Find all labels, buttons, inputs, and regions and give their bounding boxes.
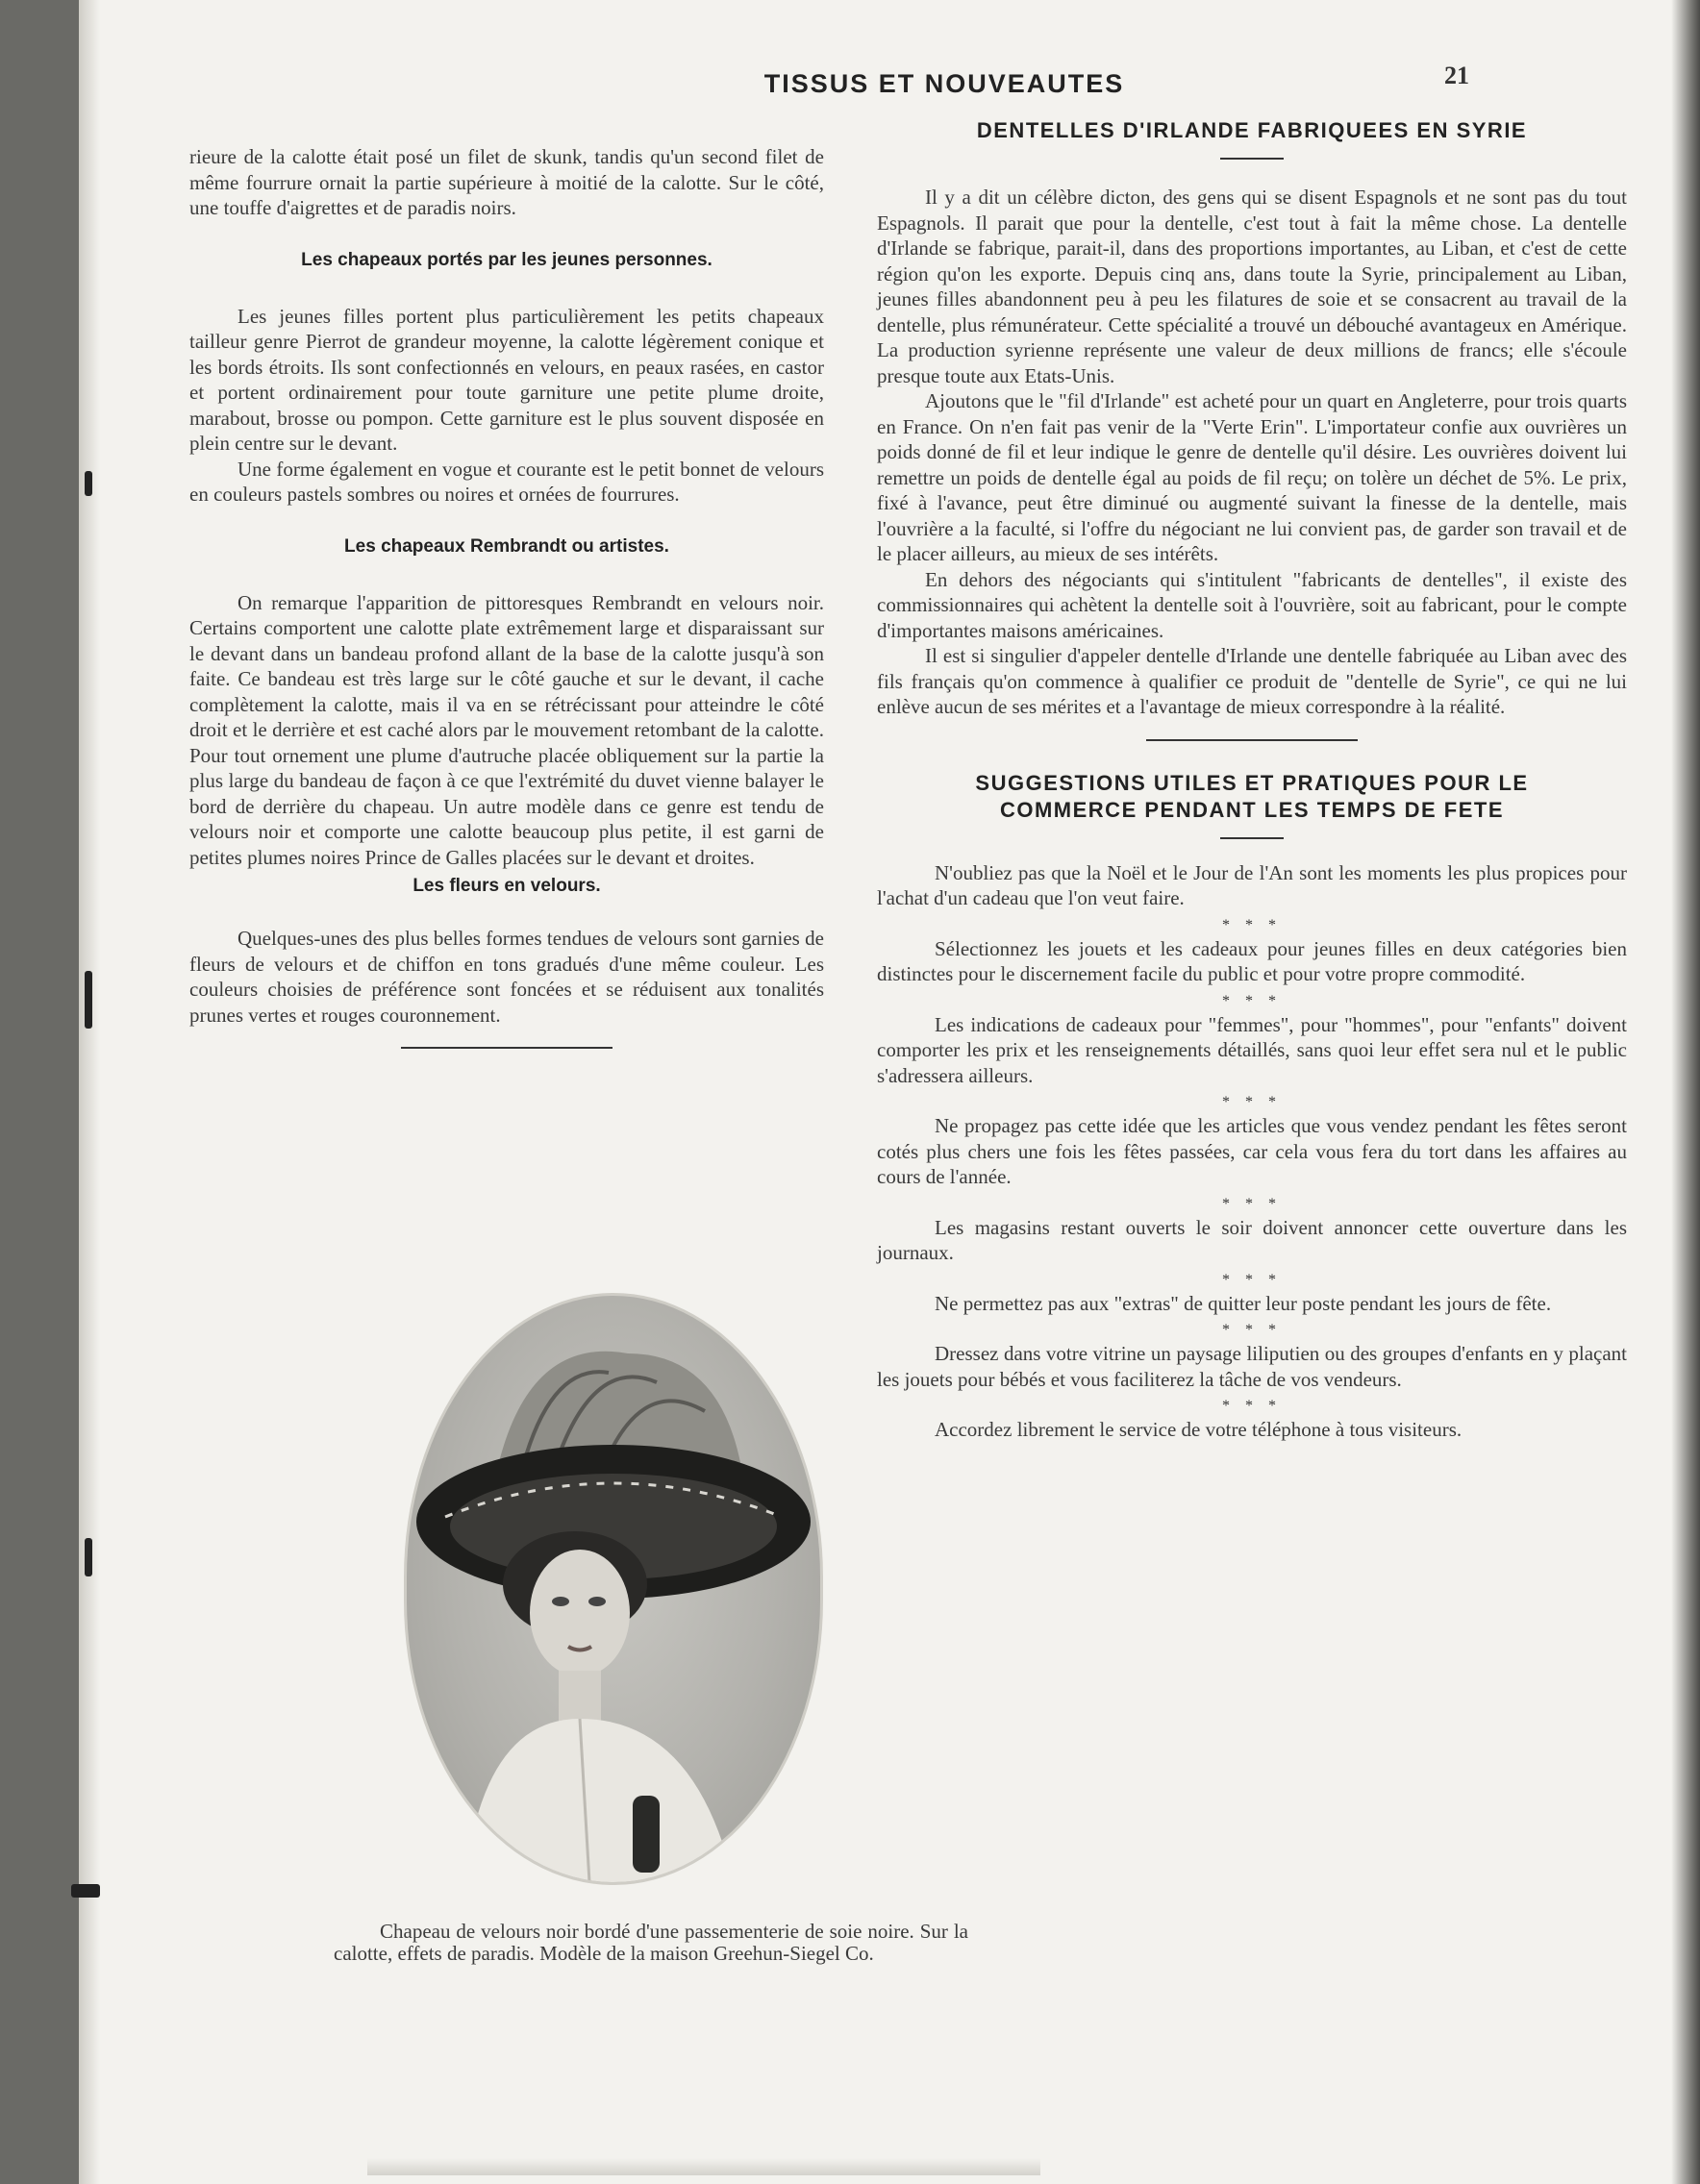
photo-caption: Chapeau de velours noir bordé d'une passementerie de soie noire. Sur la calotte, effets de paradis. Modèle de la maison Greehun-Siegel Co. xyxy=(334,1920,968,1965)
paragraph: Il y a dit un célèbre dicton, des gens qui se disent Espagnols et ne sont pas du tout Espagnols. Il parait que pour la dentelle, c'est tout à fait la même chose. La dentelle d'Irlande se fabrique, parait-il, dans des proportions importantes, au Liban, et c'est de cette région qu'on les exporte. Depuis cinq ans, dans toute la Syrie, principalement au Liban, jeunes filles abandonnent peu à peu les filatures de soie et se consacrent au travail de la dentelle, plus rémunérateur. Cette spécialité a trouvé un débouché avantageux en Amérique. La production syrienne représente une valeur de deux millions de francs; elle s'écoule presque toute aux Etats-Unis. xyxy=(877,186,1627,387)
hat-photograph xyxy=(404,1293,823,1885)
asterism: * * * xyxy=(1222,1398,1282,1414)
suggestions-list xyxy=(877,860,1627,1443)
suggestion: Les magasins restant ouverts le soir doivent annoncer cette ouverture dans les journaux. xyxy=(877,1215,1627,1264)
woman-in-hat-illustration xyxy=(407,1296,820,1882)
paragraph: En dehors des négociants qui s'intitulent "fabricants de dentelles", il existe des commissionnaires qui achètent la dentelle soit à l'ouvrière, soit au fabricant, pour le compte d'importantes maisons américaines. xyxy=(877,567,1627,642)
section-heading: Les chapeaux Rembrandt ou artistes. xyxy=(344,535,669,557)
suggestion: N'oubliez pas que la Noël et le Jour de l'An sont les moments les plus propices pour l'achat d'un cadeau que l'on veut faire. xyxy=(877,860,1627,909)
running-title: TISSUS ET NOUVEAUTES xyxy=(763,69,1125,98)
section-heading: Les fleurs en velours. xyxy=(412,876,601,896)
page-number: 21 xyxy=(1444,62,1469,89)
paragraph: Les jeunes filles portent plus particulièrement les petits chapeaux tailleur genre Pierrot de grandeur moyenne, la calotte légèrement conique et les bords étroits. Ils sont confectionnés en velours, en peaux rasées, en castor et portent ordinairement pour toute garniture une petite plume droite, marabout, brosse ou pompon. Cette garniture est le plus souvent disposée en plein centre sur le devant. xyxy=(189,304,824,455)
left-column xyxy=(189,144,824,1078)
article-title: DENTELLES D'IRLANDE FABRIQUEES EN SYRIE xyxy=(976,118,1528,142)
asterism: * * * xyxy=(1222,1322,1282,1338)
paragraph: Il est si singulier d'appeler dentelle d'Irlande une dentelle fabriquée au Liban avec des fils français qu'on commence à qualifier ce produit de "dentelle de Syrie", ce qui ne lui enlève aucun de ses mérites et a l'avantage de mieux correspondre à la réalité. xyxy=(877,644,1627,718)
paragraph: Ajoutons que le "fil d'Irlande" est acheté pour un quart en Angleterre, pour trois quarts en France. On n'en fait pas venir de la "Verte Erin". L'importateur confie aux ouvrières un poids donné de fil et leur indique le genre de dentelle qu'il désire. Les ouvrières doivent lui remettre un poids de dentelle égal au poids de fil reçu; on tolère un déchet de 5%. Le prix, fixé à l'avance, peut être diminué ou augmenté suivant la finesse de la dentelle, mais l'ouvrière a la faculté, si l'offre du négociant ne lui convient pas, de garder son travail et de le placer ailleurs, au mieux de ses intérêts. xyxy=(877,389,1627,565)
section-heading: Les chapeaux portés par les jeunes personnes. xyxy=(301,249,712,270)
article-title: COMMERCE PENDANT LES TEMPS DE FETE xyxy=(999,797,1505,822)
paragraph: Une forme également en vogue et courante est le petit bonnet de velours en couleurs pastels sombres ou noires et ornées de fourrures. xyxy=(189,457,824,506)
binding-mark xyxy=(85,971,92,1029)
magazine-page xyxy=(79,0,1700,2184)
asterism: * * * xyxy=(1222,992,1282,1009)
suggestion: Accordez librement le service de votre téléphone à tous visiteurs. xyxy=(935,1418,1462,1441)
divider-rule xyxy=(1220,837,1284,839)
binding-mark xyxy=(85,1538,92,1576)
paragraph: Quelques-unes des plus belles formes tendues de velours sont garnies de fleurs de velours et de chiffon en tons gradués d'une même couleur. Les couleurs choisies de préférence sont foncées et se réduisent aux tonalités prunes vertes et rouges couronnement. xyxy=(189,927,824,1027)
binding-mark xyxy=(71,1884,100,1898)
suggestion: Ne propagez pas cette idée que les articles que vous vendez pendant les fêtes seront cotés plus chers une fois les fêtes passées, car cela vous fera du tort dans les affaires au cours de l'année. xyxy=(877,1114,1627,1188)
asterism: * * * xyxy=(1222,1195,1282,1212)
article-title: SUGGESTIONS UTILES ET PRATIQUES POUR LE xyxy=(975,770,1529,795)
paragraph: rieure de la calotte était posé un filet de skunk, tandis qu'un second filet de même fourrure ornait la partie supérieure à moitié de la calotte. Sur le côté, une touffe d'aigrettes et de paradis noirs. xyxy=(189,145,824,219)
asterism: * * * xyxy=(1222,1094,1282,1110)
asterism: * * * xyxy=(1222,1271,1282,1288)
suggestion: Dressez dans votre vitrine un paysage liliputien ou des groupes d'enfants en y plaçant les jouets pour bébés et vous faciliterez la tâche de vos vendeurs. xyxy=(877,1342,1627,1391)
divider-rule xyxy=(401,1047,612,1049)
suggestion: Ne permettez pas aux "extras" de quitter leur poste pendant les jours de fête. xyxy=(935,1291,1552,1315)
right-column xyxy=(877,117,1627,1445)
binding-mark xyxy=(85,471,92,496)
paragraph: On remarque l'apparition de pittoresques Rembrandt en velours noir. Certains comportent une calotte plate extrêmement large et disparaissant sur le devant dans un bandeau profond allant de la base de la calotte jusqu'à son faite. Ce bandeau est très large sur le côté gauche et sur le devant, il cache complètement la calotte, mais il va en se rétrécissant pour atteindre le côté droit et le derrière et est caché alors par le mouvement retombant de la calotte. Pour tout ornement une plume d'autruche placée obliquement sur la partie la plus large du bandeau de façon à ce que l'extrémité du duvet vienne balayer le bord de derrière du chapeau. Un autre modèle dans ce genre est tendu de velours noir et comporte une calotte beaucoup plus petite, il est garni de petites plumes noires Prince de Galles placées sur le devant et droites. xyxy=(189,590,824,869)
suggestion: Les indications de cadeaux pour "femmes", pour "hommes", pour "enfants" doivent comporter les prix et les renseignements détaillés, sans quoi leur effet sera nul et le public s'adressera ailleurs. xyxy=(877,1012,1627,1087)
divider-rule xyxy=(1146,739,1358,741)
divider-rule xyxy=(1220,158,1284,160)
suggestion: Sélectionnez les jouets et les cadeaux pour jeunes filles en deux catégories bien distinctes pour le discernement facile du public et pour votre propre commodité. xyxy=(877,936,1627,985)
asterism: * * * xyxy=(1222,916,1282,933)
page-bottom-shadow xyxy=(367,2158,1040,2175)
